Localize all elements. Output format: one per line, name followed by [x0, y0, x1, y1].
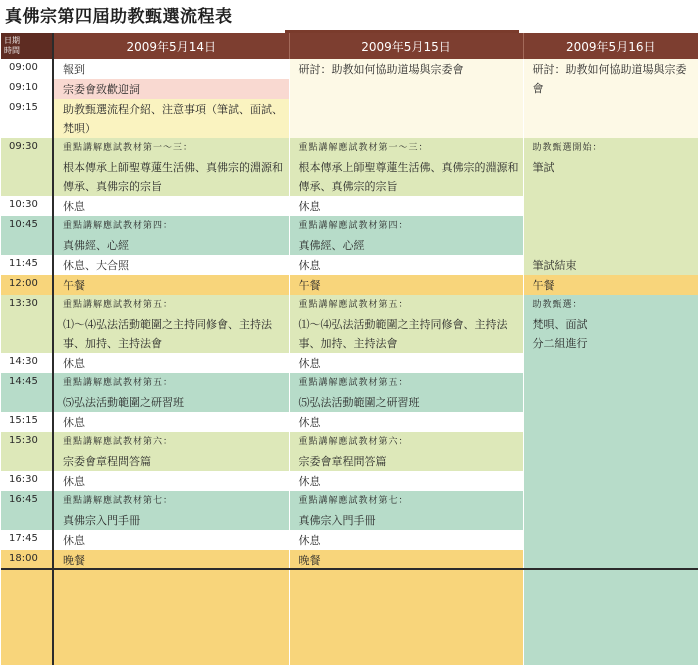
day1-cell: 休息 [53, 471, 289, 491]
session-heading: 重點講解應試教材第五： [63, 300, 174, 310]
day1-cell: 報到 [53, 59, 289, 79]
session-heading: 重點講解應試教材第七： [298, 496, 409, 506]
day1-cell [53, 432, 289, 471]
day2-cell: 晚餐 [289, 550, 523, 665]
session-body: 分二組進行 [532, 337, 588, 350]
time-cell: 09:10 [1, 79, 53, 99]
day2-cell: 休息 [289, 353, 523, 373]
table-row [1, 295, 698, 353]
session-body: ⑴～⑷弘法活動範圍之主持同修會、主持法事、加持、主持法會 [298, 318, 508, 350]
session-body: ⑴～⑷弘法活動範圍之主持同修會、主持法事、加持、主持法會 [63, 318, 272, 350]
day3-cell: 午餐 [523, 275, 698, 295]
day2-cell [289, 373, 523, 412]
table-row [1, 59, 698, 79]
time-cell: 09:00 [1, 59, 53, 79]
day1-cell: 休息 [53, 196, 289, 216]
page-title: 真佛宗第四屆助教甄選流程表 [5, 7, 233, 27]
session-heading: 重點講解應試教材第七： [63, 496, 174, 506]
session-body: ⑸弘法活動範圍之研習班 [63, 396, 184, 409]
day2-cell [289, 295, 523, 353]
date-header-3: 2009年5月16日 [523, 33, 698, 59]
date-header-1: 2009年5月14日 [53, 33, 289, 59]
schedule-table [1, 33, 698, 665]
time-cell: 11:45 [1, 255, 53, 275]
day3-cell: 研討：助教如何協助道場與宗委會 [523, 59, 698, 138]
time-cell: 12:00 [1, 275, 53, 295]
date-header-2: 2009年5月15日 [289, 33, 523, 59]
session-heading: 重點講解應試教材第四： [63, 221, 174, 231]
day2-cell: 休息 [289, 471, 523, 491]
session-heading: 重點講解應試教材第五： [63, 378, 174, 388]
time-cell: 15:30 [1, 432, 53, 471]
day2-cell [289, 216, 523, 255]
day1-cell [53, 295, 289, 353]
session-body: 真佛經、心經 [298, 239, 365, 252]
session-body: 宗委會章程問答篇 [298, 455, 387, 468]
table-row [1, 255, 698, 275]
bottom-rule [1, 568, 698, 570]
session-heading: 重點講解應試教材第五： [298, 378, 409, 388]
corner-time-label: 時間 [4, 46, 20, 55]
time-cell: 14:45 [1, 373, 53, 412]
session-body: 梵唄、面試 [532, 318, 588, 331]
session-heading: 助教甄選開始： [532, 143, 603, 153]
day2-cell: 休息 [289, 412, 523, 432]
day2-cell [289, 491, 523, 530]
day2-cell: 休息 [289, 196, 523, 216]
session-heading: 重點講解應試教材第四： [298, 221, 409, 231]
day1-cell [53, 216, 289, 255]
day1-cell: 宗委會致歡迎詞 [53, 79, 289, 99]
time-cell: 10:45 [1, 216, 53, 255]
session-body: ⑸弘法活動範圍之研習班 [298, 396, 420, 409]
time-cell: 16:45 [1, 491, 53, 530]
day2-cell: 休息 [289, 530, 523, 550]
day3-cell: 筆試結束 [523, 255, 698, 275]
session-heading: 重點講解應試教材第一～三： [63, 143, 194, 153]
corner-cell [1, 33, 53, 59]
time-cell: 15:15 [1, 412, 53, 432]
time-cell: 09:15 [1, 99, 53, 138]
day2-cell: 休息 [289, 255, 523, 275]
day1-cell: 休息 [53, 530, 289, 550]
table-row [1, 138, 698, 196]
time-cell: 10:30 [1, 196, 53, 216]
session-body: 真佛宗入門手冊 [298, 514, 376, 527]
day2-cell [289, 432, 523, 471]
time-cell: 13:30 [1, 295, 53, 353]
session-heading: 助教甄選： [532, 300, 583, 310]
day1-cell: 助教甄選流程介紹、注意事項（筆試、面試、梵唄） [53, 99, 289, 138]
session-body: 筆試 [532, 161, 555, 174]
day1-cell [53, 373, 289, 412]
day1-cell [53, 138, 289, 196]
day2-cell: 午餐 [289, 275, 523, 295]
time-cell: 17:45 [1, 530, 53, 550]
session-body: 根本傳承上師聖尊蓮生活佛、真佛宗的淵源和傳承、真佛宗的宗旨 [298, 161, 519, 193]
day1-cell: 休息、大合照 [53, 255, 289, 275]
session-body: 宗委會章程問答篇 [63, 455, 151, 468]
time-cell: 14:30 [1, 353, 53, 373]
session-heading: 重點講解應試教材第六： [63, 437, 174, 447]
table-row [1, 275, 698, 295]
day1-cell: 午餐 [53, 275, 289, 295]
day3-cell [523, 138, 698, 255]
session-heading: 重點講解應試教材第一～三： [298, 143, 429, 153]
day1-cell: 休息 [53, 353, 289, 373]
day1-cell [53, 491, 289, 530]
day1-cell: 休息 [53, 412, 289, 432]
time-cell: 16:30 [1, 471, 53, 491]
day1-cell: 晚餐 [53, 550, 289, 665]
session-body: 真佛宗入門手冊 [63, 514, 140, 527]
session-heading: 重點講解應試教材第五： [298, 300, 409, 310]
day3-cell [523, 295, 698, 665]
session-body: 真佛經、心經 [63, 239, 129, 252]
corner-date-label: 日期 [4, 36, 20, 45]
day2-cell: 研討：助教如何協助道場與宗委會 [289, 59, 523, 138]
day2-cell [289, 138, 523, 196]
session-heading: 重點講解應試教材第六： [298, 437, 409, 447]
time-cell: 09:30 [1, 138, 53, 196]
time-cell: 18:00 [1, 550, 53, 665]
session-body: 根本傳承上師聖尊蓮生活佛、真佛宗的淵源和傳承、真佛宗的宗旨 [63, 161, 283, 193]
header-row [1, 33, 698, 59]
